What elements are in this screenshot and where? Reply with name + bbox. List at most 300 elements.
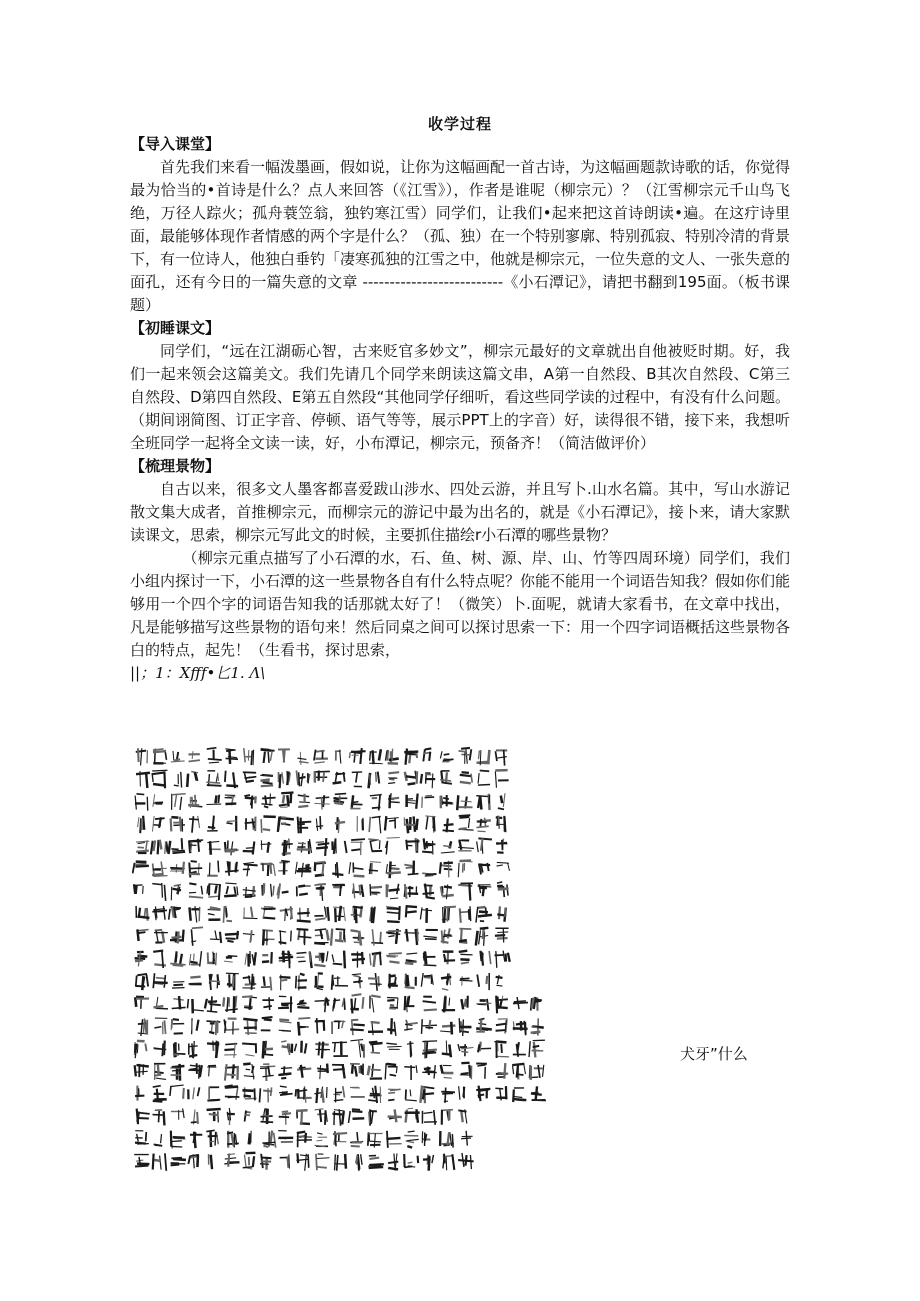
scan-stroke [261,804,272,805]
scan-glyph [425,816,435,833]
scan-glyph [352,772,362,787]
scan-stroke [422,852,432,853]
scan-stroke [497,865,503,866]
scan-stroke [468,818,469,828]
scan-glyph [404,929,419,945]
scan-stroke [497,882,502,883]
scan-stroke [279,818,294,819]
scan-stroke [281,793,293,794]
scan-stroke [263,1146,268,1147]
scan-glyph [335,750,341,764]
scan-glyph [280,1154,290,1168]
scan-stroke [138,748,139,762]
scan-stroke [387,997,398,998]
scan-stroke [388,1093,395,1094]
scan-stroke [387,818,399,819]
scan-glyph [173,1042,186,1057]
scan-stroke [405,1100,417,1101]
scan-stroke [174,785,179,786]
scan-stroke [420,907,422,919]
scan-glyph [333,794,347,804]
scan-stroke [287,795,288,806]
scan-glyph [243,772,257,782]
scanned-text-image [132,745,552,1173]
scan-stroke [195,795,196,807]
scan-stroke [407,975,408,986]
scan-glyph [278,883,289,898]
scan-glyph [441,973,451,990]
scan-glyph [404,1131,418,1147]
scan-stroke [423,936,436,937]
scan-stroke [207,748,217,749]
scan-stroke [188,1156,190,1164]
scan-stroke [388,936,394,937]
scan-glyph [531,1086,546,1100]
scan-glyph [261,817,276,833]
scan-glyph [496,975,503,986]
scan-stroke [460,954,472,955]
scan-stroke [298,1018,310,1019]
scan-glyph [459,1086,465,1100]
scan-stroke [543,1065,544,1077]
scan-glyph [224,1019,239,1035]
scan-glyph [387,997,398,1009]
scan-glyph [458,861,472,878]
scan-stroke [271,884,272,897]
scan-stroke [447,907,448,921]
scan-stroke [171,761,185,762]
scan-stroke [444,1078,452,1079]
scan-stroke [190,1157,196,1158]
scan-stroke [372,807,381,808]
scan-glyph [332,1021,345,1035]
scan-noise-graphic [132,745,552,1173]
scan-stroke [369,1042,378,1043]
scan-stroke [206,782,220,783]
scan-stroke [281,1068,292,1069]
scan-stroke [210,1100,220,1101]
scan-stroke [133,863,135,873]
scan-glyph [190,1132,202,1148]
scan-glyph [422,1131,430,1146]
scan-stroke [251,751,252,766]
scan-stroke [279,1117,289,1118]
scan-stroke [282,772,283,783]
scan-glyph [442,906,456,923]
scan-stroke [406,748,407,764]
scan-stroke [173,889,182,890]
scan-stroke [326,951,328,961]
scan-glyph [476,750,489,765]
scan-stroke [280,1086,287,1087]
scan-glyph [460,772,472,783]
scan-glyph [189,839,204,853]
scan-stroke [444,907,456,908]
scan-glyph [135,951,148,966]
scan-stroke [369,870,378,871]
scan-stroke [172,794,186,795]
scan-stroke [501,796,502,804]
scan-stroke [259,1088,260,1102]
scan-stroke [314,965,325,966]
scan-glyph [495,928,509,942]
scan-stroke [379,840,380,849]
paragraph-scenery-1: 自古以来，很多文人墨客都喜爱跋山涉水、四处云游，并且写卜.山水名篇。其中，写山水游记散文集大成者，首推柳宗元，而柳宗元的游记中最为出名的，就是《小石潭记》，接卜来，请大家默读课文，思索，柳宗元写此文的时候，主要抓住描绘r小石潭的哪些景物？ [130,480,790,544]
scan-stroke [351,999,352,1014]
scan-glyph [480,951,490,966]
scan-stroke [327,998,328,1005]
scan-glyph [458,840,474,851]
scan-stroke [370,751,371,761]
paragraph-scenery-garbled: ||；1：Xfff•匕1. Λ\ [130,664,266,682]
scan-stroke [244,1006,252,1007]
scan-glyph [298,794,310,807]
scan-stroke [173,985,183,986]
scan-glyph [209,974,220,990]
scan-stroke [136,851,149,852]
scan-stroke [263,829,270,830]
scan-stroke [231,841,233,855]
scan-stroke [483,929,484,939]
scan-stroke [388,1100,394,1101]
scan-glyph [153,1110,165,1126]
scan-stroke [406,1141,414,1142]
scan-glyph [388,793,400,808]
scan-stroke [136,1065,148,1066]
scan-glyph [225,749,238,764]
scan-stroke [388,783,395,784]
scan-glyph [315,1042,330,1059]
scan-glyph [422,1019,437,1034]
scan-glyph [478,863,490,875]
scan-stroke [356,908,357,923]
scan-stroke [297,822,311,823]
scan-stroke [156,1008,168,1009]
scan-stroke [424,1068,431,1069]
scan-stroke [223,906,224,923]
scan-glyph [243,1153,256,1169]
scan-glyph [154,1134,162,1146]
scan-stroke [191,909,198,910]
scan-stroke [391,1018,392,1034]
scan-stroke [332,885,345,886]
scan-stroke [280,1073,291,1074]
scan-glyph [476,794,489,810]
scan-stroke [497,1007,507,1008]
scan-stroke [138,917,150,918]
scan-stroke [302,863,304,877]
scan-glyph [137,929,149,941]
scan-glyph [405,884,418,899]
scan-glyph [405,996,415,1012]
scan-stroke [191,1122,197,1123]
scan-stroke [386,1138,400,1139]
scan-stroke [296,1089,297,1096]
scan-glyph [207,884,221,900]
scan-stroke [406,906,407,918]
scan-glyph [457,795,472,810]
scan-stroke [452,1134,453,1148]
scan-stroke [284,840,285,856]
scan-stroke [345,841,347,853]
scan-glyph [369,1109,377,1125]
scan-stroke [260,1164,269,1165]
scan-stroke [225,771,226,782]
scan-glyph [441,1088,455,1103]
scan-stroke [154,964,166,965]
scan-stroke [209,1066,210,1076]
scan-stroke [315,918,325,919]
scan-stroke [389,975,396,976]
scan-stroke [486,976,487,984]
scan-stroke [252,954,254,963]
scan-stroke [408,874,419,875]
scan-stroke [225,1158,236,1159]
scan-glyph [405,1108,420,1122]
scan-stroke [459,828,467,829]
scan-stroke [424,1112,433,1113]
scan-stroke [350,1040,363,1041]
scan-stroke [278,817,280,832]
scan-glyph [385,816,399,830]
scan-stroke [243,1167,253,1168]
scan-glyph [496,839,507,853]
scan-glyph [153,794,163,806]
scan-stroke [215,930,217,939]
scan-glyph [278,817,294,832]
scan-glyph [495,996,508,1014]
scan-stroke [251,907,253,918]
scan-glyph [171,885,181,901]
scan-stroke [375,973,377,991]
scan-stroke [394,1154,395,1168]
scan-stroke [176,951,177,962]
scan-stroke [425,748,431,749]
scan-glyph [497,906,506,921]
scan-stroke [387,921,400,922]
scan-stroke [299,894,308,895]
scan-stroke [387,873,401,874]
scan-glyph [332,884,345,896]
scan-glyph [478,1042,491,1053]
scan-stroke [145,908,146,916]
scan-glyph [368,1156,384,1168]
scan-stroke [138,843,145,844]
scan-glyph [278,1066,292,1078]
scan-glyph [206,795,221,805]
scan-glyph [152,906,167,920]
scan-glyph [296,1153,308,1170]
scan-stroke [156,1078,166,1079]
scan-glyph [332,951,345,969]
scan-stroke [425,816,435,817]
scan-stroke [250,998,251,1010]
scan-glyph [369,862,381,875]
scan-stroke [189,897,203,898]
scan-stroke [187,999,188,1008]
scan-stroke [318,884,326,885]
scan-stroke [135,1166,148,1167]
scan-stroke [478,785,490,786]
scan-glyph [295,862,311,877]
scan-stroke [508,953,510,962]
scan-glyph [262,1041,273,1059]
scan-stroke [305,1133,306,1143]
scan-stroke [282,892,289,893]
scan-glyph [153,973,168,988]
scan-glyph [210,930,221,943]
scan-glyph [441,1110,453,1125]
scan-glyph [152,816,164,832]
scan-stroke [497,862,509,863]
scan-glyph [441,928,453,943]
scan-stroke [387,1000,394,1001]
scan-stroke [269,997,270,1010]
scan-glyph [315,1109,328,1125]
scan-stroke [323,772,324,782]
scan-stroke [459,815,471,816]
scan-stroke [342,1111,344,1124]
scan-stroke [296,771,298,786]
scan-stroke [421,973,423,987]
scan-glyph [422,873,436,876]
scan-stroke [316,1088,317,1103]
scan-stroke [246,781,254,782]
scan-glyph [297,1132,312,1148]
scan-glyph [497,862,510,870]
scan-stroke [190,962,197,963]
scan-stroke [408,1108,413,1109]
scan-stroke [340,750,341,764]
scan-glyph [335,817,345,833]
scan-stroke [279,942,287,943]
scan-stroke [164,975,165,988]
scan-glyph [440,771,452,784]
scan-stroke [160,1156,161,1170]
scan-stroke [281,861,290,862]
scan-stroke [281,823,286,824]
scan-stroke [262,1075,273,1076]
scan-stroke [350,1029,364,1030]
scan-stroke [170,1068,180,1069]
scan-stroke [136,773,150,774]
scan-glyph [138,816,145,833]
scan-stroke [327,930,329,941]
scan-stroke [404,1166,412,1167]
scan-stroke [356,772,357,783]
scan-stroke [171,937,181,938]
scan-glyph [136,748,148,765]
scan-stroke [261,749,271,750]
scan-glyph [314,1087,327,1103]
scan-stroke [425,1093,435,1094]
scan-glyph [478,884,492,896]
scan-stroke [229,749,230,764]
scan-glyph [458,815,473,830]
scan-stroke [151,841,153,855]
scan-stroke [441,1065,443,1074]
scan-glyph [225,931,239,942]
scan-stroke [317,1068,326,1069]
scan-glyph [261,976,271,990]
scan-stroke [248,1134,249,1144]
scan-stroke [137,1112,138,1122]
scan-stroke [460,908,461,923]
scan-stroke [353,907,363,908]
scan-glyph [138,1018,148,1036]
scan-stroke [135,1065,136,1076]
scan-glyph [208,907,221,920]
scan-stroke [386,1043,396,1044]
scan-stroke [225,934,239,935]
scan-stroke [478,750,479,759]
scan-glyph [242,996,257,1010]
section-heading-intro: 【导入课堂】 [130,135,221,153]
scan-glyph [405,1089,417,1100]
scan-stroke [487,999,488,1011]
scan-stroke [210,841,211,855]
scan-stroke [244,1155,246,1168]
scan-stroke [370,862,381,863]
scan-stroke [282,1113,291,1114]
scan-stroke [296,953,306,954]
scan-stroke [370,884,371,896]
scan-stroke [424,1009,437,1010]
scan-stroke [495,1088,503,1089]
scan-glyph [243,862,258,876]
scan-glyph [405,771,417,785]
scan-stroke [263,1041,264,1058]
scan-stroke [265,1041,266,1054]
scan-glyph [205,996,221,1012]
scan-stroke [374,954,376,967]
scan-stroke [225,1087,238,1088]
scan-stroke [282,1111,288,1112]
scan-stroke [300,974,305,975]
scan-glyph [495,750,507,766]
scan-glyph [420,1086,434,1104]
scan-stroke [243,894,253,895]
scan-stroke [153,1006,163,1007]
scan-glyph [315,997,330,1012]
scan-glyph [404,1065,417,1080]
scan-stroke [432,773,433,788]
scan-glyph [262,952,272,964]
scan-stroke [213,1041,214,1051]
scan-glyph [371,929,383,945]
scan-stroke [155,930,162,931]
scan-stroke [280,774,281,788]
scan-stroke [389,779,394,780]
scan-stroke [317,1018,318,1033]
scan-stroke [496,1024,507,1025]
scan-glyph [261,840,272,852]
scan-glyph [332,1064,345,1078]
scan-glyph [224,1085,239,1100]
scan-glyph [260,1154,271,1170]
scan-stroke [496,977,503,978]
scan-stroke [343,1086,345,1097]
scan-stroke [138,817,139,827]
scan-stroke [370,841,372,851]
scan-glyph [476,1086,490,1102]
scan-glyph [296,951,311,968]
scan-stroke [297,929,309,930]
scan-glyph [242,1087,256,1100]
scan-stroke [235,996,236,1008]
scan-stroke [270,977,271,991]
scan-stroke [153,876,167,877]
